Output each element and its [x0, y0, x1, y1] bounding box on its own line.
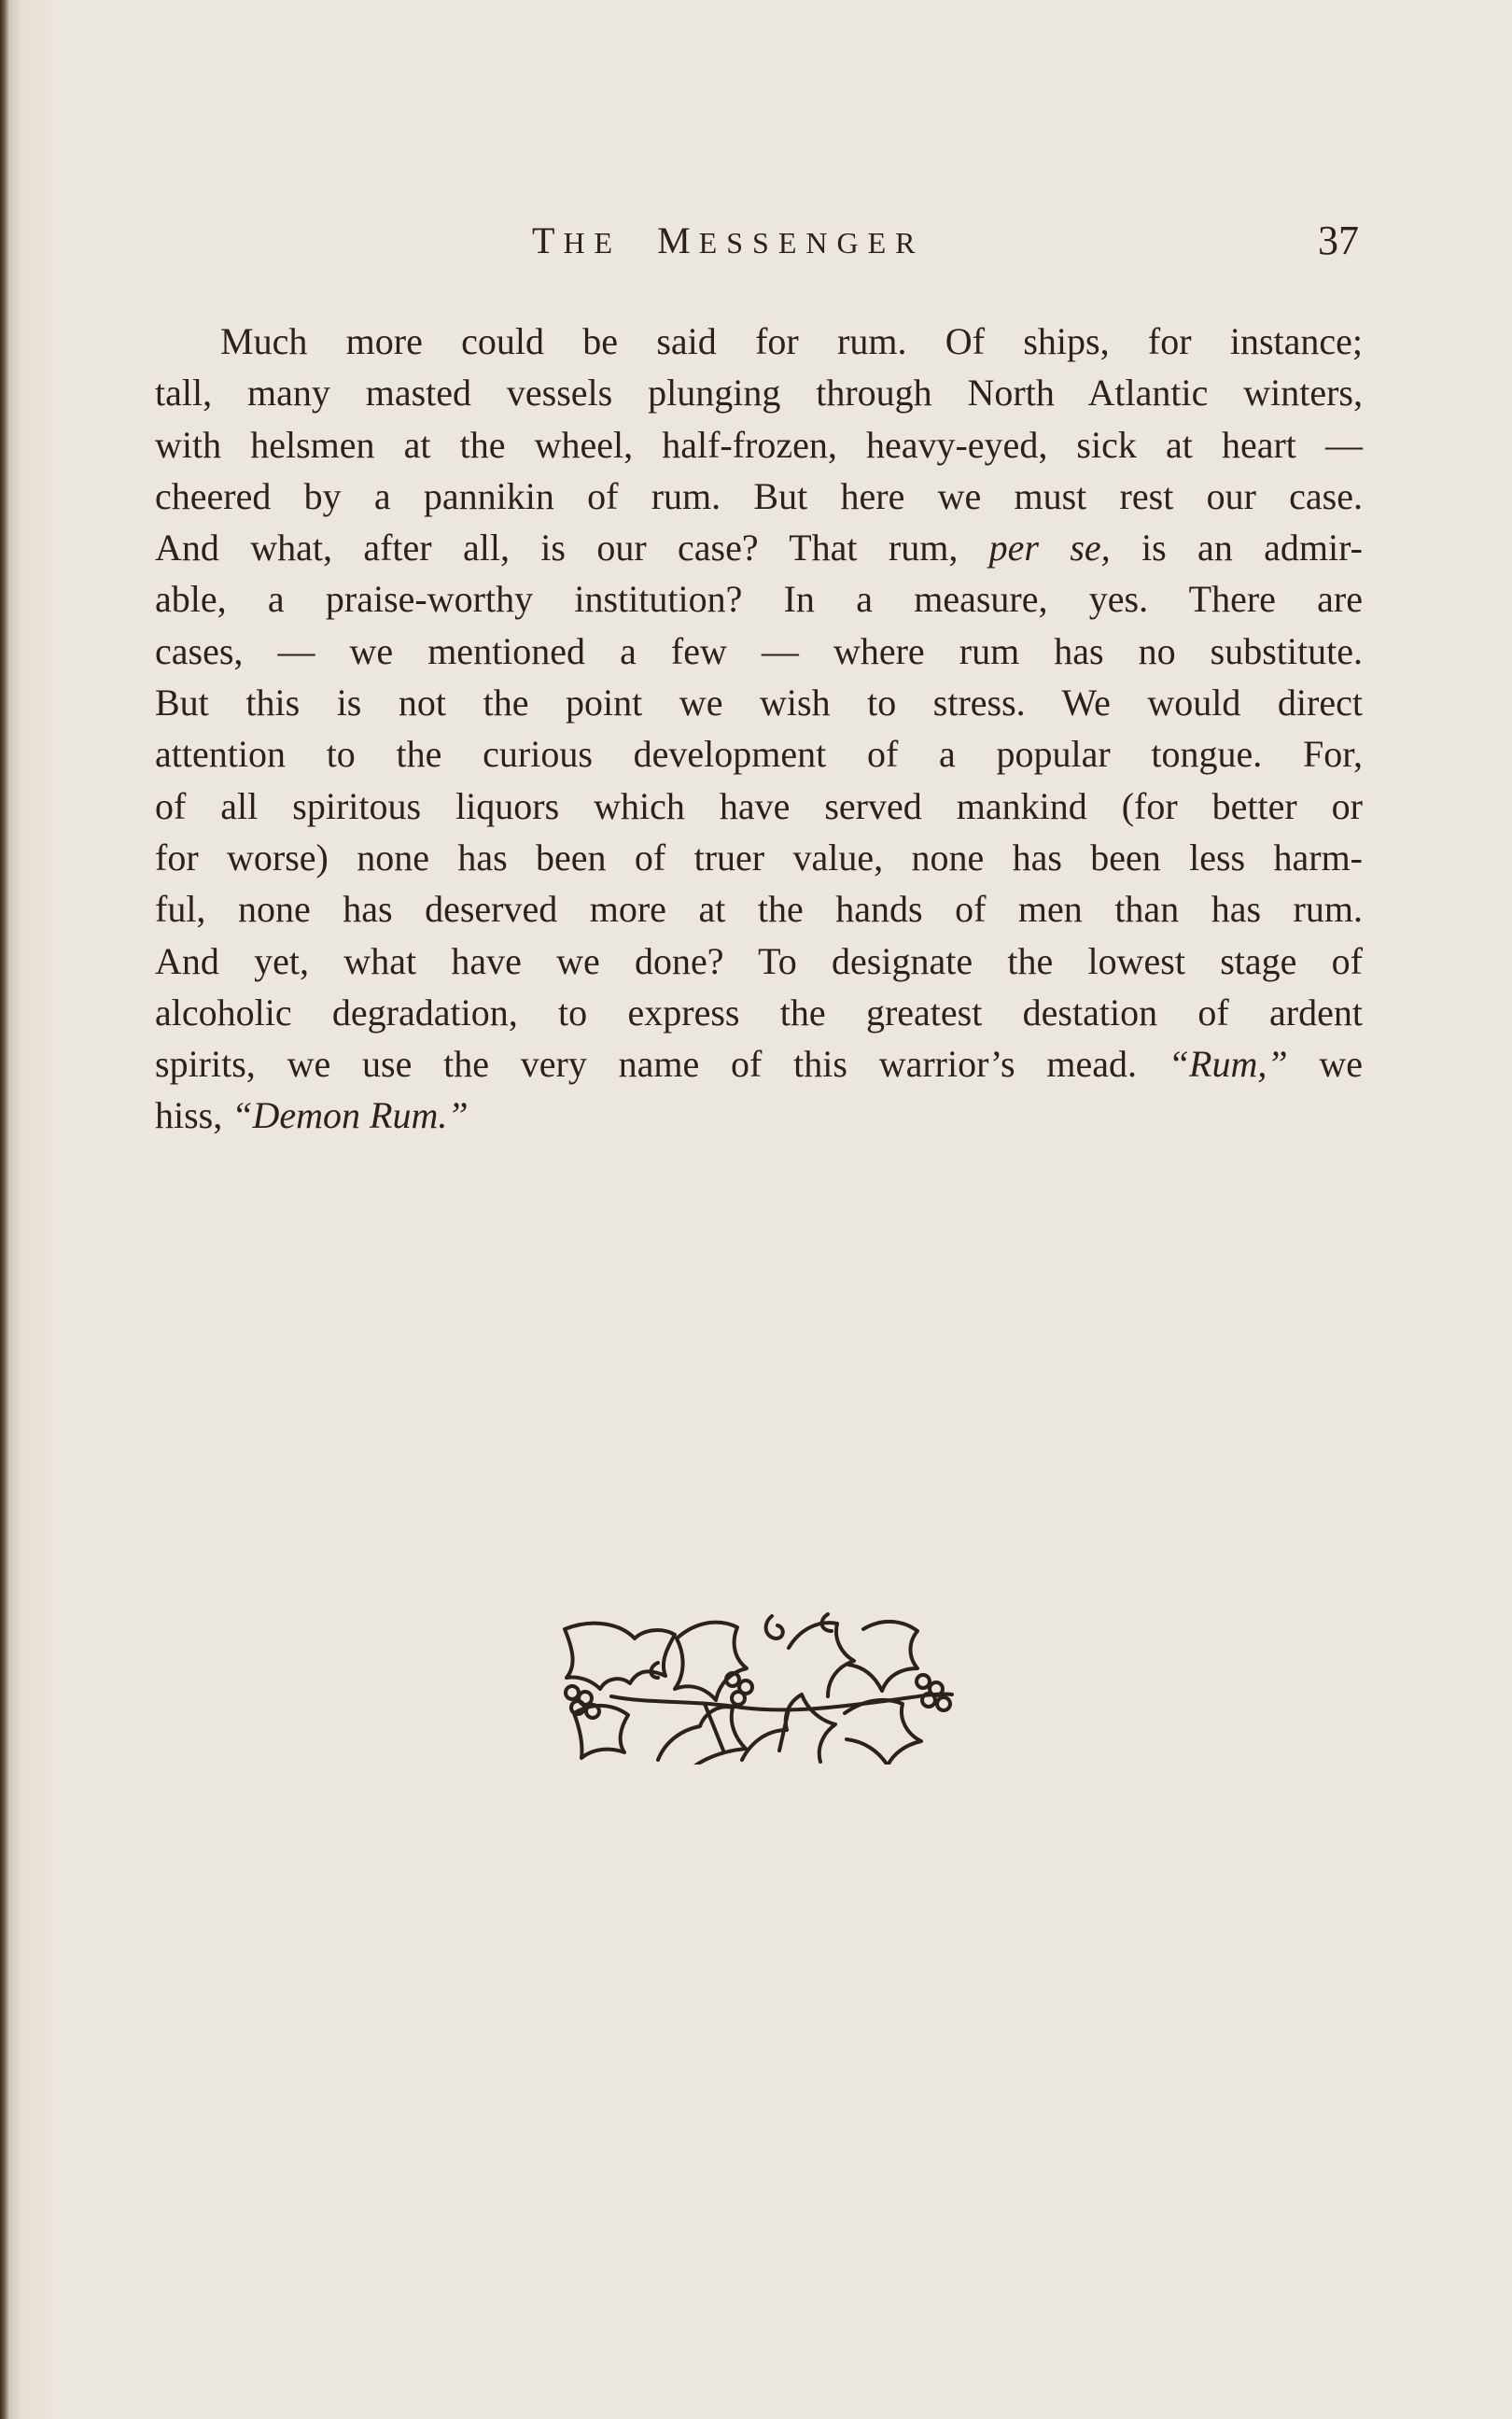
text-line: And yet, what have we done? To designate the lowest stage of [155, 939, 1363, 982]
text-line: But this is not the point we wish to stress. We would direct [155, 682, 1363, 724]
text-line: hiss, “Demon Rum.” [155, 1094, 469, 1137]
text-line: ful, none has deserved more at the hands of men than has rum. [155, 888, 1363, 931]
text-line: Much more could be said for rum. Of ships, for instance; [220, 320, 1363, 362]
grapevine-ornament-icon [555, 1610, 961, 1765]
title-the-initial: T [532, 219, 564, 261]
text-line: alcoholic degradation, to express the greatest destation of ardent [155, 991, 1363, 1034]
running-title [532, 213, 924, 271]
running-head [0, 213, 1512, 269]
text-line: attention to the curious development of a popular tongue. For, [155, 733, 1363, 776]
text-line: able, a praise-worthy institution? In a measure, yes. There are [155, 578, 1363, 621]
text-line: And what, after all, is our case? That rum, per se, is an admir- [155, 527, 1363, 570]
title-word-initial: M [657, 219, 699, 261]
body-paragraph [155, 316, 1363, 1142]
text-line: spirits, we use the very name of this warrior’s mead. “Rum,” we [155, 1043, 1364, 1086]
text-line: of all spiritous liquors which have served mankind (for better or [155, 784, 1363, 827]
text-line: cheered by a pannikin of rum. But here we must rest our case. [155, 474, 1363, 517]
title-word-rest: ESSENGER [698, 226, 925, 260]
title-the-rest: HE [563, 226, 623, 260]
text-line: tall, many masted vessels plunging through North Atlantic winters, [155, 372, 1363, 415]
text-line: cases, — we mentioned a few — where rum has no substitute. [155, 629, 1363, 672]
text-line: with helsmen at the wheel, half-frozen, heavy-eyed, sick at heart — [155, 423, 1363, 466]
page-number: 37 [1318, 218, 1359, 263]
text-line: for worse) none has been of truer value, none has been less harm- [155, 836, 1363, 879]
